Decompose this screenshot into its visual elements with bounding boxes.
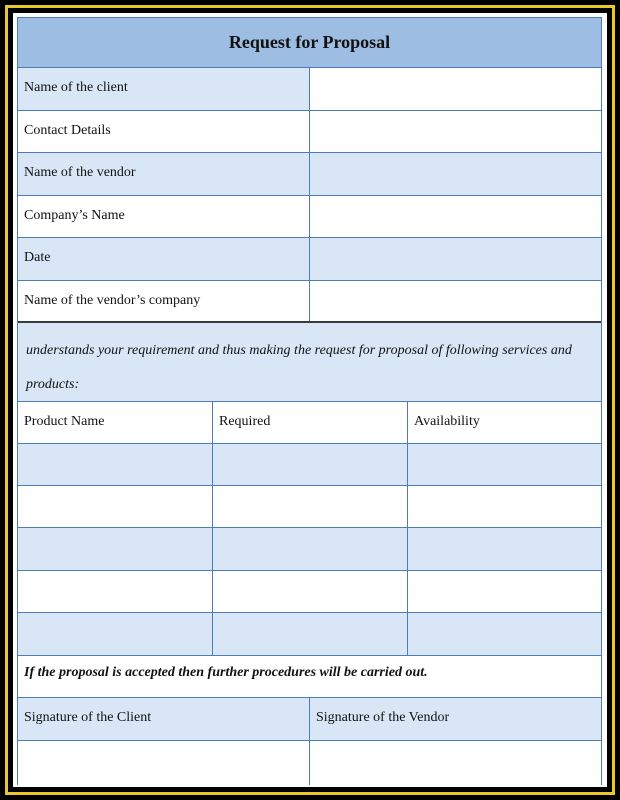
product-table-header [18,402,601,444]
product-name-cell[interactable] [18,528,213,570]
table-row [18,444,601,486]
product-name-cell[interactable] [18,486,213,527]
signature-client-label: Signature of the Client [18,698,310,740]
header-required: Required [213,402,408,443]
client-signature-field[interactable] [18,741,310,785]
required-cell[interactable] [213,613,408,655]
info-row-vendor-company [18,281,601,323]
company-name-field[interactable] [310,196,601,237]
product-name-cell[interactable] [18,444,213,485]
header-product-name: Product Name [18,402,213,443]
request-note: understands your requirement and thus making the request for proposal of following services and products: [18,323,601,402]
availability-cell[interactable] [408,571,601,612]
info-row-client [18,68,601,111]
document-sheet [13,13,607,787]
product-name-cell[interactable] [18,571,213,612]
vendor-company-field[interactable] [310,281,601,321]
info-row-date [18,238,601,281]
info-label: Name of the vendor’s company [18,281,310,321]
contact-details-field[interactable] [310,111,601,152]
product-name-cell[interactable] [18,613,213,655]
info-label: Contact Details [18,111,310,152]
availability-cell[interactable] [408,444,601,485]
required-cell[interactable] [213,444,408,485]
table-row [18,571,601,613]
header-availability: Availability [414,414,480,429]
required-cell[interactable] [213,528,408,570]
info-label: Name of the client [18,68,310,110]
date-field[interactable] [310,238,601,280]
required-cell[interactable] [213,571,408,612]
info-row-vendor [18,153,601,196]
availability-cell[interactable] [408,486,601,527]
info-label: Company’s Name [18,196,310,237]
table-row [18,613,601,656]
info-row-contact [18,111,601,153]
form-title: Request for Proposal [18,18,601,68]
info-row-company [18,196,601,238]
info-label: Name of the vendor [18,153,310,195]
vendor-name-field[interactable] [310,153,601,195]
vendor-signature-field[interactable] [310,741,601,785]
required-cell[interactable] [213,486,408,527]
table-row [18,486,601,528]
table-row [18,528,601,571]
signature-labels-row [18,698,601,741]
acceptance-statement: If the proposal is accepted then further procedures will be carried out. [18,656,601,698]
availability-cell[interactable] [408,528,601,570]
client-name-field[interactable] [310,68,601,110]
info-label: Date [18,238,310,280]
availability-cell[interactable] [408,613,601,655]
signature-vendor-label: Signature of the Vendor [316,710,450,725]
signature-fields-row [18,741,601,785]
rfp-form [17,17,602,785]
